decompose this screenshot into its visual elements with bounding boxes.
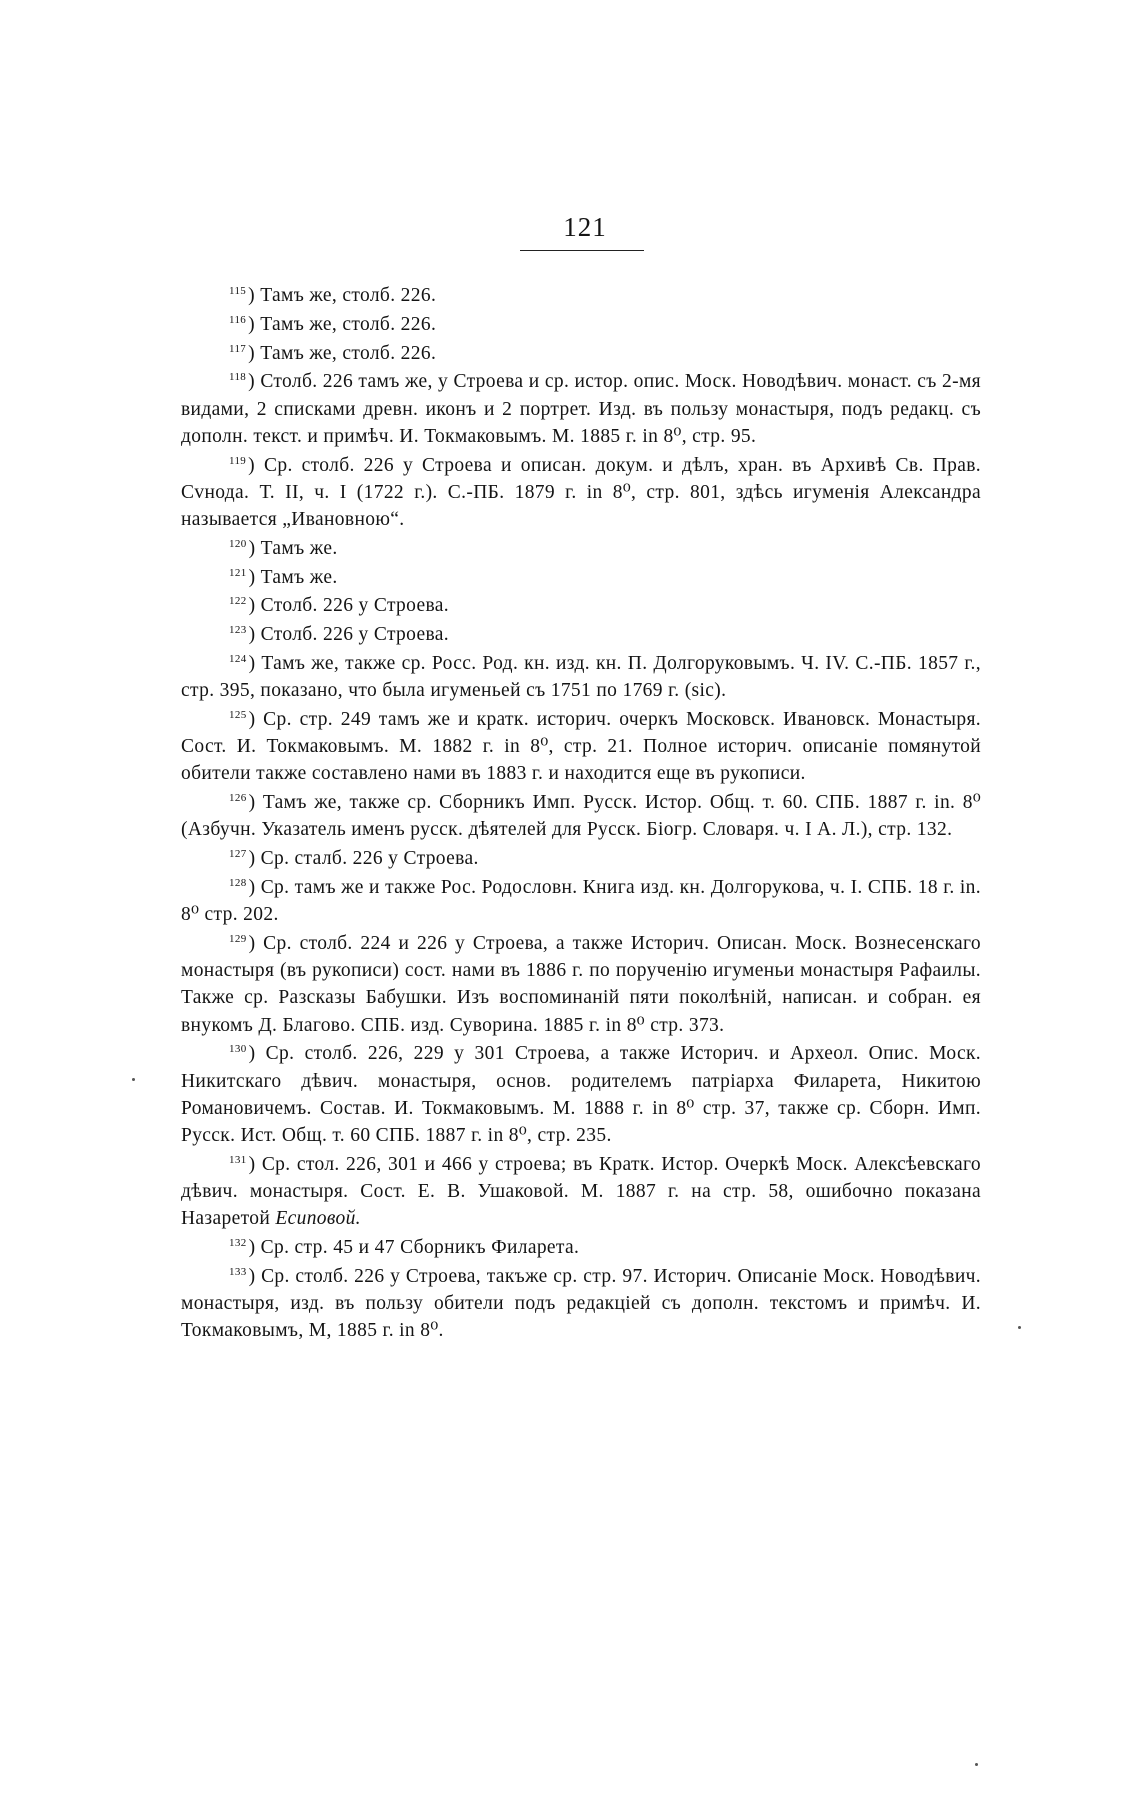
footnote: $^{127}$ ) Ср. сталб. 226 у Строева. bbox=[229, 848, 479, 870]
footnote: $^{129}$ ) Ср. столб. 224 и 226 у Строева, а также Историч. Описан. Моск. Вознесенскаго монастыря (въ рукописи) сост. нами въ 1886 г. по порученію игуменьи монастыря Рафаилы. Также ср. Разсказы Бабушки. Изъ воспоминаній пяти поколѣній, написан. и собран. ея внукомъ Д. Благово. СПБ. изд. Суворина. 1885 г. in 8⁰ стр. 373. bbox=[181, 932, 981, 1036]
footnote-text: Тамъ же, столб. 226. bbox=[260, 285, 437, 306]
footnote-number: 119 bbox=[229, 454, 247, 467]
footnote-number: 115 bbox=[229, 285, 247, 297]
footnote: $^{116}$ ) Тамъ же, столб. 226. bbox=[229, 313, 437, 335]
footnote: $^{115}$ ) Тамъ же, столб. 226. bbox=[229, 285, 437, 306]
footnote-text: Ср. тамъ же и также Рос. Родословн. Книга изд. кн. Долгорукова, ч. I. СПБ. 18 г. in. 8⁰ стр. 202. bbox=[181, 876, 981, 926]
footnote-text: Столб. 226 тамъ же, у Строева и ср. истор. опис. Моск. Новодѣвич. монаст. съ 2-мя видами, 2 списками древн. иконъ и 2 портрет. Изд. въ пользу монастыря, подъ редакц. съ дополн. текст. и примѣч. И. Токмаковымъ. М. 1885 г. in 8⁰, стр. 95. bbox=[181, 371, 981, 447]
scan-speck bbox=[975, 1763, 978, 1766]
footnote: $^{119}$ ) Ср. столб. 226 у Строева и описан. докум. и дѣлъ, хран. въ Архивѣ Св. Прав. Сvнода. Т. II, ч. I (1722 г.). С.-ПБ. 1879 г. in 8⁰, стр. 801, здѣсь игуменія Александра называется „Ивановною“. bbox=[181, 454, 981, 530]
footnote: $^{133}$ ) Ср. столб. 226 у Строева, такъже ср. стр. 97. Историч. Описаніе Моск. Новодѣвич. монастыря, изд. въ пользу обители подъ редакціей съ дополн. текстомъ и примѣч. И. Токмаковымъ, М, 1885 г. in 8⁰. bbox=[181, 1265, 981, 1342]
footnote: $^{120}$ ) Тамъ же. bbox=[229, 537, 338, 559]
footnote-text: Тамъ же, также ср. Росс. Род. кн. изд. кн. П. Долгоруковымъ. Ч. IV. С.-ПБ. 1857 г., стр. 395, показано, что была игуменьей съ 1751 по 1769 г. (sic). bbox=[181, 652, 981, 702]
footnote: $^{131}$ ) Ср. стол. 226, 301 и 466 у строева; въ Кратк. Истор. Очеркѣ Моск. Алексѣевскаго дѣвич. монастыря. Сост. Е. В. Ушаковой. М. 1887 г. на стр. 58, ошибочно показана Назаретой Есиповой. bbox=[181, 1153, 981, 1230]
page-number-rule bbox=[520, 250, 644, 251]
footnote-text: Тамъ же, также ср. Сборникъ Имп. Русск. Истор. Общ. т. 60. СПБ. 1887 г. in. 8⁰ (Азбучн. Указатель именъ русск. дѣятелей для Русск. Біогр. Словаря. ч. I А. Л.), стр. 132. bbox=[181, 792, 981, 841]
footnote-text: Ср. столб. 226 у Строева, такъже ср. стр. 97. Историч. Описаніе Моск. Новодѣвич. монастыря, изд. въ пользу обители подъ редакціей съ дополн. текстомъ и примѣч. И. Токмаковымъ, М, 1885 г. in 8⁰. bbox=[181, 1265, 981, 1342]
footnote: $^{130}$ ) Ср. столб. 226, 229 у 301 Строева, а также Историч. и Археол. Опис. Моск. Никитскаго дѣвич. монастыря, основ. родителемъ патріарха Филарета, Никитою Романовичемъ. Состав. И. Токмаковымъ. М. 1888 г. in 8⁰ стр. 37, также ср. Сборн. Имп. Русск. Ист. Общ. т. 60 СПБ. 1887 г. in 8⁰, стр. 235. bbox=[181, 1043, 981, 1146]
footnote-text: Столб. 226 у Строева. bbox=[260, 624, 450, 646]
footnote-text: Ср. стр. 45 и 47 Сборникъ Филарета. bbox=[260, 1237, 580, 1258]
footnote-text: Ср. столб. 224 и 226 у Строева, а также Историч. Описан. Моск. Вознесенскаго монастыря (въ рукописи) сост. нами въ 1886 г. по порученію игуменьи монастыря Рафаилы. Также ср. Разсказы Бабушки. Изъ воспоминаній пяти поколѣній, написан. и собран. ея внукомъ Д. Благово. СПБ. изд. Суворина. 1885 г. in 8⁰ стр. 373. bbox=[181, 932, 981, 1036]
footnote: $^{128}$ ) Ср. тамъ же и также Рос. Родословн. Книга изд. кн. Долгорукова, ч. I. СПБ. 18 г. in. 8⁰ стр. 202. bbox=[181, 876, 981, 926]
footnote: $^{124}$ ) Тамъ же, также ср. Росс. Род. кн. изд. кн. П. Долгоруковымъ. Ч. IV. С.-ПБ. 1857 г., стр. 395, показано, что была игуменьей съ 1751 по 1769 г. (sic). bbox=[181, 652, 981, 702]
footnotes-list bbox=[181, 282, 981, 1346]
scan-speck bbox=[132, 1078, 135, 1081]
footnote: $^{122}$ ) Столб. 226 у Строева. bbox=[229, 595, 450, 617]
footnote-number: 129 bbox=[229, 932, 247, 945]
footnote: $^{117}$ ) Тамъ же, столб. 226. bbox=[229, 342, 437, 364]
footnote-number: 132 bbox=[229, 1237, 247, 1249]
footnote: $^{125}$ ) Ср. стр. 249 тамъ же и кратк. историч. очеркъ Московск. Ивановск. Монастыря. Сост. И. Токмаковымъ. М. 1882 г. in 8⁰, стр. 21. Полное историч. описаніе помянутой обители также составлено нами въ 1883 г. и находится еще въ рукописи. bbox=[181, 708, 981, 785]
footnote-number: 122 bbox=[229, 595, 247, 608]
footnote-number: 128 bbox=[229, 876, 247, 889]
footnote-number: 130 bbox=[229, 1043, 247, 1056]
footnote-number: 123 bbox=[229, 624, 247, 637]
footnote-number: 126 bbox=[229, 792, 247, 805]
footnote-number: 124 bbox=[229, 652, 247, 665]
footnote-text: Ср. сталб. 226 у Строева. bbox=[260, 848, 479, 870]
page-number: 121 bbox=[563, 212, 607, 242]
footnote-text: Ср. стр. 249 тамъ же и кратк. историч. очеркъ Московск. Ивановск. Монастыря. Сост. И. Токмаковымъ. М. 1882 г. in 8⁰, стр. 21. Полное историч. описаніе помянутой обители также составлено нами въ 1883 г. и находится еще въ рукописи. bbox=[181, 708, 981, 785]
footnote: $^{126}$ ) Тамъ же, также ср. Сборникъ Имп. Русск. Истор. Общ. т. 60. СПБ. 1887 г. in. 8⁰ (Азбучн. Указатель именъ русск. дѣятелей для Русск. Біогр. Словаря. ч. I А. Л.), стр. 132. bbox=[181, 792, 981, 841]
footnote-italic-name: Есиповой. bbox=[275, 1208, 361, 1230]
footnote-number: 118 bbox=[229, 371, 247, 384]
footnote-number: 116 bbox=[229, 313, 247, 326]
footnote-text: Столб. 226 у Строева. bbox=[260, 595, 450, 617]
footnote: $^{123}$ ) Столб. 226 у Строева. bbox=[229, 624, 450, 646]
footnote-text: Тамъ же, столб. 226. bbox=[260, 342, 437, 364]
footnote-number: 125 bbox=[229, 708, 247, 721]
footnote-number: 127 bbox=[229, 848, 247, 861]
footnote-text: Ср. столб. 226 у Строева и описан. докум. и дѣлъ, хран. въ Архивѣ Св. Прав. Сvнода. Т. II, ч. I (1722 г.). С.-ПБ. 1879 г. in 8⁰, стр. 801, здѣсь игуменія Александра называется „Ивановною“. bbox=[181, 454, 981, 530]
footnote-text: Тамъ же. bbox=[260, 566, 338, 588]
footnote-number: 120 bbox=[229, 537, 247, 550]
footnote: $^{132}$ ) Ср. стр. 45 и 47 Сборникъ Филарета. bbox=[229, 1237, 580, 1258]
footnote: $^{121}$ ) Тамъ же. bbox=[229, 566, 338, 588]
footnote-text: Ср. столб. 226, 229 у 301 Строева, а также Историч. и Археол. Опис. Моск. Никитскаго дѣвич. монастыря, основ. родителемъ патріарха Филарета, Никитою Романовичемъ. Состав. И. Токмаковымъ. М. 1888 г. in 8⁰ стр. 37, также ср. Сборн. Имп. Русск. Ист. Общ. т. 60 СПБ. 1887 г. in 8⁰, стр. 235. bbox=[181, 1043, 981, 1146]
footnote-text: Тамъ же. bbox=[260, 537, 338, 559]
footnote-text: Тамъ же, столб. 226. bbox=[260, 313, 437, 335]
scan-speck bbox=[1018, 1326, 1021, 1329]
footnote-number: 117 bbox=[229, 342, 247, 355]
footnote: $^{118}$ ) Столб. 226 тамъ же, у Строева и ср. истор. опис. Моск. Новодѣвич. монаст. съ 2-мя видами, 2 списками древн. иконъ и 2 портрет. Изд. въ пользу монастыря, подъ редакц. съ дополн. текст. и примѣч. И. Токмаковымъ. М. 1885 г. in 8⁰, стр. 95. bbox=[181, 371, 981, 447]
footnote-text: Ср. стол. 226, 301 и 466 у строева; въ Кратк. Истор. Очеркѣ Моск. Алексѣевскаго дѣвич. монастыря. Сост. Е. В. Ушаковой. М. 1887 г. на стр. 58, ошибочно показана Назаретой bbox=[181, 1153, 981, 1230]
footnote-number: 131 bbox=[229, 1153, 247, 1166]
footnote-number: 133 bbox=[229, 1265, 247, 1278]
footnote-number: 121 bbox=[229, 566, 247, 579]
